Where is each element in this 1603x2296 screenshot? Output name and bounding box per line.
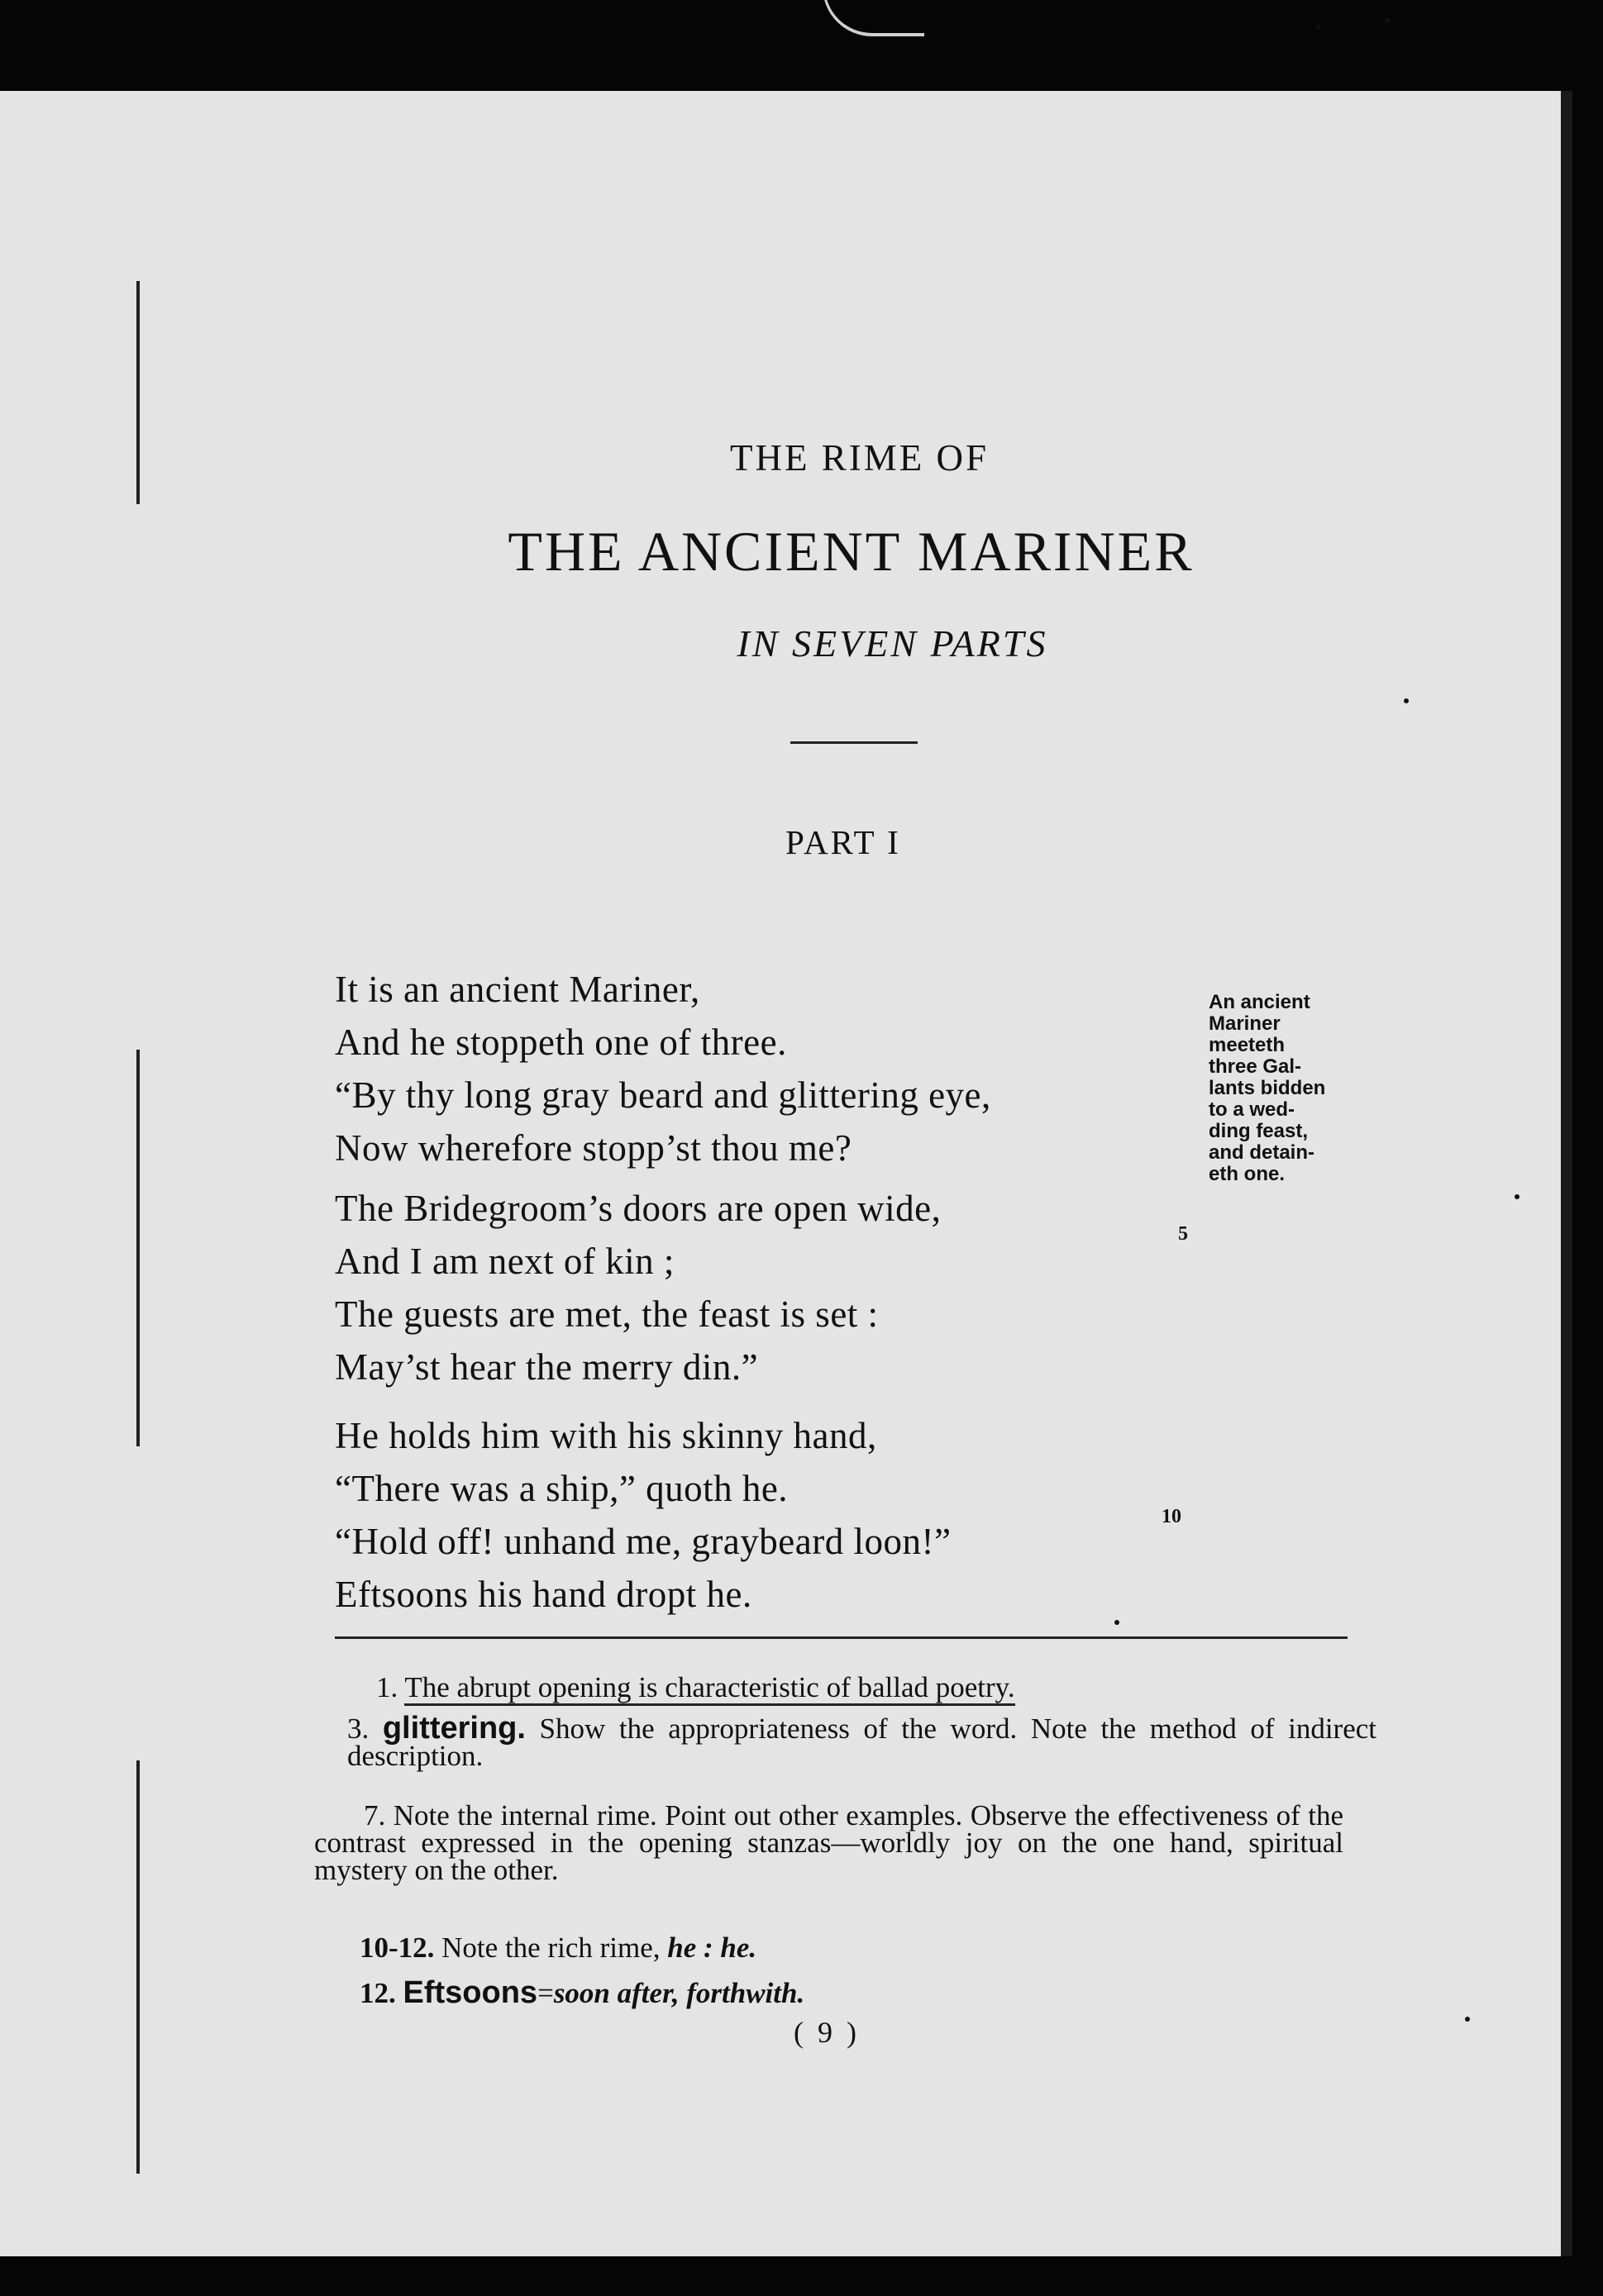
note-text: Note the rich rime, <box>441 1932 661 1964</box>
gloss-line: Mariner <box>1209 1012 1281 1035</box>
margin-gloss <box>1209 992 1325 1185</box>
scan-speck <box>1515 1194 1520 1199</box>
title-divider <box>790 741 918 744</box>
stanza-2 <box>335 1182 941 1393</box>
note-term: Eftsoons <box>403 1975 538 2010</box>
line-number: 5 <box>1178 1223 1188 1245</box>
gloss-line: to a wed- <box>1209 1098 1295 1121</box>
verse-line: It is an ancient Mariner, <box>335 969 700 1010</box>
verse-line: “By thy long gray beard and glittering eye, <box>335 1074 991 1116</box>
gloss-line: eth one. <box>1209 1163 1286 1185</box>
scan-speck <box>1465 2017 1470 2022</box>
page-number: ( 9 ) <box>794 2016 860 2049</box>
stanza-1 <box>335 963 991 1174</box>
stanza-3 <box>335 1409 951 1621</box>
verse-line: And I am next of kin ; <box>335 1241 675 1282</box>
gutter-mark <box>136 1050 140 1446</box>
note-number: 12. <box>360 1977 396 2009</box>
gloss-line: three Gal- <box>1209 1055 1302 1078</box>
verse-line: Now wherefore stopp’st thou me? <box>335 1127 852 1169</box>
verse-line: Eftsoons his hand dropt he. <box>335 1574 752 1615</box>
note-number: 10-12. <box>360 1932 435 1964</box>
gloss-line: meeteth <box>1209 1034 1286 1056</box>
verse-line: And he stoppeth one of three. <box>335 1022 787 1063</box>
note-number: 1. <box>376 1671 398 1703</box>
title-subtitle: IN SEVEN PARTS <box>737 622 1048 665</box>
note-italic: soon after, forthwith. <box>553 1977 805 2009</box>
verse-line: He holds him with his skinny hand, <box>335 1415 877 1456</box>
note-line-10 <box>360 1932 1389 1964</box>
note-text: Show the appropriateness of the word. Note the method of indirect description. <box>347 1712 1377 1772</box>
verse-line: “There was a ship,” quoth he. <box>335 1468 789 1509</box>
scan-artifact-curve <box>823 0 924 36</box>
note-term: glittering. <box>382 1711 526 1746</box>
gutter-mark <box>136 1760 140 2174</box>
notes-divider <box>335 1636 1348 1639</box>
gloss-line: and detain- <box>1209 1141 1315 1164</box>
verse-line: The guests are met, the feast is set : <box>335 1293 879 1335</box>
note-text: Note the internal rime. Point out other examples. Observe the effectiveness of the contrast expressed in the opening stanzas—worldly joy on the one hand, spiritual mystery on the other. <box>314 1799 1344 1886</box>
line-number: 10 <box>1162 1506 1181 1527</box>
note-text: = <box>537 1977 554 2009</box>
scan-speck <box>1385 18 1390 23</box>
part-heading: PART I <box>785 823 901 861</box>
note-line-7 <box>314 1799 1344 1886</box>
note-line-1 <box>376 1671 1405 1703</box>
verse-line: The Bridegroom’s doors are open wide, <box>335 1188 942 1229</box>
gloss-line: lants bidden <box>1209 1077 1326 1099</box>
scan-speck <box>1404 698 1409 703</box>
note-number: 3. <box>347 1712 370 1745</box>
verse-line: “Hold off! unhand me, graybeard loon!” <box>335 1521 952 1562</box>
gloss-line: An ancient <box>1209 991 1310 1013</box>
title-main: THE ANCIENT MARINER <box>508 520 1195 583</box>
note-line-12 <box>360 1975 1389 2010</box>
note-line-3 <box>347 1711 1377 1772</box>
note-italic: he : he. <box>667 1932 757 1964</box>
note-number: 7. <box>364 1799 386 1832</box>
title-line-1: THE RIME OF <box>730 437 989 479</box>
gloss-line: ding feast, <box>1209 1120 1309 1142</box>
scan-speck <box>1114 1620 1119 1625</box>
scan-speck <box>1316 25 1321 30</box>
note-text: The abrupt opening is characteristic of ballad poetry. <box>404 1671 1014 1706</box>
verse-line: May’st hear the merry din.” <box>335 1346 759 1388</box>
